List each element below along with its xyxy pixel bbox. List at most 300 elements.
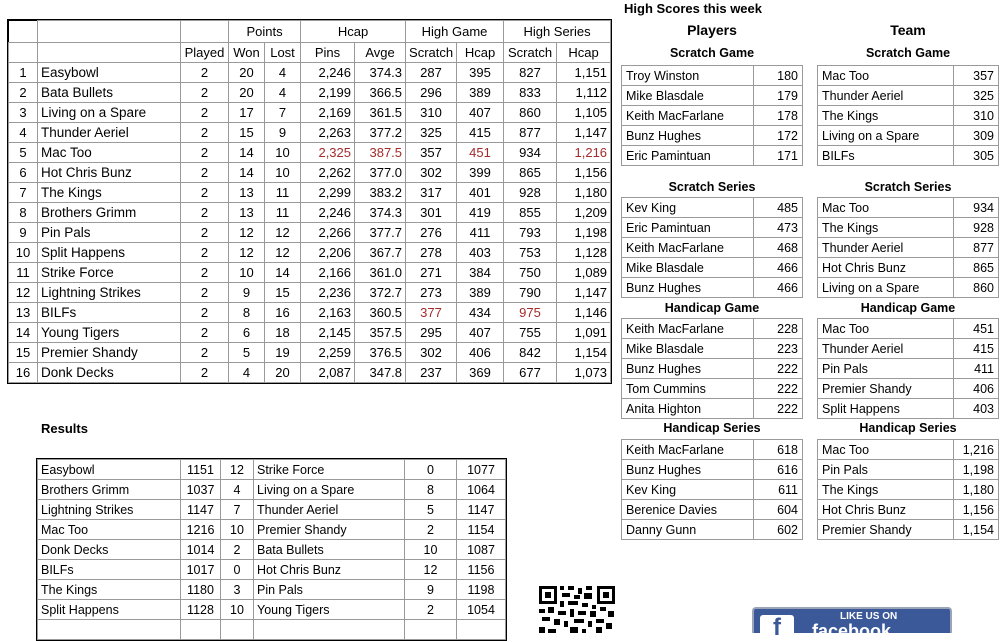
players-handicap-game-title: Handicap Game bbox=[664, 301, 760, 315]
col-hs-scratch: Scratch bbox=[504, 43, 557, 63]
table-row bbox=[9, 123, 611, 143]
table-row bbox=[622, 399, 803, 419]
points-a bbox=[221, 620, 254, 640]
score-b bbox=[457, 620, 506, 640]
points-a: 3 bbox=[221, 580, 254, 600]
row-avge: 361.5 bbox=[355, 103, 406, 123]
row-hg-hcap: 403 bbox=[457, 243, 504, 263]
team-score: 1,198 bbox=[954, 460, 999, 480]
player-name: Tom Cummins bbox=[622, 379, 754, 399]
row-hg-scratch: 287 bbox=[406, 63, 457, 83]
table-row bbox=[622, 440, 803, 460]
team-score: 309 bbox=[954, 126, 999, 146]
row-hs-hcap: 1,128 bbox=[557, 243, 611, 263]
table-row bbox=[9, 183, 611, 203]
players-handicap-game-table bbox=[621, 318, 803, 419]
points-b: 12 bbox=[405, 560, 457, 580]
row-hg-scratch: 310 bbox=[406, 103, 457, 123]
row-hs-scratch: 860 bbox=[504, 103, 557, 123]
row-lost: 12 bbox=[265, 243, 301, 263]
row-pos: 10 bbox=[9, 243, 38, 263]
table-row bbox=[9, 83, 611, 103]
row-hs-scratch: 842 bbox=[504, 343, 557, 363]
player-name: Keith MacFarlane bbox=[622, 319, 754, 339]
row-pos: 13 bbox=[9, 303, 38, 323]
row-played: 2 bbox=[181, 123, 229, 143]
player-score: 618 bbox=[754, 440, 803, 460]
row-avge: 377.7 bbox=[355, 223, 406, 243]
row-hs-scratch: 755 bbox=[504, 323, 557, 343]
row-hg-hcap: 389 bbox=[457, 83, 504, 103]
row-pins: 2,299 bbox=[301, 183, 355, 203]
team-handicap-game-title: Handicap Game bbox=[860, 301, 956, 315]
table-row bbox=[818, 238, 999, 258]
team-score: 357 bbox=[954, 66, 999, 86]
player-name: Berenice Davies bbox=[622, 500, 754, 520]
team-a: Easybowl bbox=[38, 460, 181, 480]
table-row bbox=[818, 258, 999, 278]
score-a: 1151 bbox=[181, 460, 221, 480]
row-played: 2 bbox=[181, 83, 229, 103]
team-name: Mac Too bbox=[818, 319, 954, 339]
row-hs-scratch: 975 bbox=[504, 303, 557, 323]
team-score: 406 bbox=[954, 379, 999, 399]
player-name: Mike Blasdale bbox=[622, 339, 754, 359]
row-won: 17 bbox=[229, 103, 265, 123]
team-name: Mac Too bbox=[818, 440, 954, 460]
row-hg-scratch: 302 bbox=[406, 163, 457, 183]
team-name: Pin Pals bbox=[818, 460, 954, 480]
table-row bbox=[818, 500, 999, 520]
table-row bbox=[9, 363, 611, 383]
table-row bbox=[9, 203, 611, 223]
player-score: 180 bbox=[754, 66, 803, 86]
results-title: Results bbox=[41, 421, 88, 436]
players-scratch-series-table bbox=[621, 197, 803, 298]
col-avge: Avge bbox=[355, 43, 406, 63]
score-a: 1128 bbox=[181, 600, 221, 620]
row-hg-scratch: 295 bbox=[406, 323, 457, 343]
table-row bbox=[622, 126, 803, 146]
team-a: Donk Decks bbox=[38, 540, 181, 560]
team-scratch-series-table bbox=[817, 197, 999, 298]
player-name: Bunz Hughes bbox=[622, 359, 754, 379]
team-score: 403 bbox=[954, 399, 999, 419]
standings-group-header bbox=[9, 21, 611, 43]
team-b: Living on a Spare bbox=[254, 480, 405, 500]
row-lost: 10 bbox=[265, 163, 301, 183]
row-hg-hcap: 369 bbox=[457, 363, 504, 383]
row-pos: 1 bbox=[9, 63, 38, 83]
table-row bbox=[622, 460, 803, 480]
team-name: Living on a Spare bbox=[818, 126, 954, 146]
table-row bbox=[818, 278, 999, 298]
row-lost: 10 bbox=[265, 143, 301, 163]
score-b: 1156 bbox=[457, 560, 506, 580]
row-pins: 2,087 bbox=[301, 363, 355, 383]
team-handicap-series-title: Handicap Series bbox=[859, 421, 957, 435]
row-pos: 14 bbox=[9, 323, 38, 343]
row-avge: 372.7 bbox=[355, 283, 406, 303]
players-scratch-series-title: Scratch Series bbox=[668, 180, 756, 194]
table-row bbox=[818, 319, 999, 339]
table-row bbox=[818, 106, 999, 126]
row-pins: 2,262 bbox=[301, 163, 355, 183]
team-b: Hot Chris Bunz bbox=[254, 560, 405, 580]
row-won: 20 bbox=[229, 63, 265, 83]
row-hs-scratch: 934 bbox=[504, 143, 557, 163]
team-score: 451 bbox=[954, 319, 999, 339]
row-played: 2 bbox=[181, 283, 229, 303]
row-team: Mac Too bbox=[38, 143, 181, 163]
table-row bbox=[9, 103, 611, 123]
player-score: 466 bbox=[754, 258, 803, 278]
row-team: Living on a Spare bbox=[38, 103, 181, 123]
team-name: Mac Too bbox=[818, 198, 954, 218]
row-won: 8 bbox=[229, 303, 265, 323]
table-row bbox=[818, 126, 999, 146]
table-row bbox=[818, 218, 999, 238]
team-score: 877 bbox=[954, 238, 999, 258]
player-name: Kev King bbox=[622, 480, 754, 500]
row-hs-scratch: 877 bbox=[504, 123, 557, 143]
row-won: 13 bbox=[229, 183, 265, 203]
row-pins: 2,166 bbox=[301, 263, 355, 283]
points-b: 5 bbox=[405, 500, 457, 520]
players-scratch-game-title: Scratch Game bbox=[669, 46, 755, 60]
score-b: 1147 bbox=[457, 500, 506, 520]
row-hg-scratch: 278 bbox=[406, 243, 457, 263]
row-avge: 376.5 bbox=[355, 343, 406, 363]
row-avge: 347.8 bbox=[355, 363, 406, 383]
row-team: Easybowl bbox=[38, 63, 181, 83]
score-a: 1180 bbox=[181, 580, 221, 600]
team-a bbox=[38, 620, 181, 640]
row-pins: 2,236 bbox=[301, 283, 355, 303]
row-played: 2 bbox=[181, 163, 229, 183]
score-b: 1087 bbox=[457, 540, 506, 560]
table-row bbox=[818, 198, 999, 218]
row-lost: 4 bbox=[265, 63, 301, 83]
team-score: 928 bbox=[954, 218, 999, 238]
row-won: 10 bbox=[229, 263, 265, 283]
team-a: BILFs bbox=[38, 560, 181, 580]
table-row bbox=[9, 323, 611, 343]
player-name: Keith MacFarlane bbox=[622, 238, 754, 258]
team-score: 1,156 bbox=[954, 500, 999, 520]
row-team: Strike Force bbox=[38, 263, 181, 283]
row-hs-hcap: 1,073 bbox=[557, 363, 611, 383]
row-won: 20 bbox=[229, 83, 265, 103]
team-score: 411 bbox=[954, 359, 999, 379]
table-row bbox=[9, 143, 611, 163]
player-name: Bunz Hughes bbox=[622, 278, 754, 298]
row-hs-hcap: 1,147 bbox=[557, 123, 611, 143]
player-name: Eric Pamintuan bbox=[622, 218, 754, 238]
row-pos: 8 bbox=[9, 203, 38, 223]
table-row bbox=[622, 319, 803, 339]
team-score: 305 bbox=[954, 146, 999, 166]
row-hs-scratch: 928 bbox=[504, 183, 557, 203]
row-played: 2 bbox=[181, 323, 229, 343]
col-hg-scratch: Scratch bbox=[406, 43, 457, 63]
row-won: 13 bbox=[229, 203, 265, 223]
points-b: 9 bbox=[405, 580, 457, 600]
points-a: 7 bbox=[221, 500, 254, 520]
row-hg-hcap: 401 bbox=[457, 183, 504, 203]
row-pins: 2,199 bbox=[301, 83, 355, 103]
facebook-logo-icon: f bbox=[760, 615, 794, 637]
row-hs-hcap: 1,151 bbox=[557, 63, 611, 83]
row-hg-scratch: 317 bbox=[406, 183, 457, 203]
group-high-series: High Series bbox=[504, 21, 611, 43]
row-hg-hcap: 389 bbox=[457, 283, 504, 303]
row-pins: 2,169 bbox=[301, 103, 355, 123]
points-b: 0 bbox=[405, 460, 457, 480]
player-name: Eric Pamintuan bbox=[622, 146, 754, 166]
row-played: 2 bbox=[181, 243, 229, 263]
row-hg-hcap: 434 bbox=[457, 303, 504, 323]
player-score: 473 bbox=[754, 218, 803, 238]
score-a: 1014 bbox=[181, 540, 221, 560]
result-row bbox=[38, 520, 506, 540]
player-name: Bunz Hughes bbox=[622, 460, 754, 480]
score-b: 1198 bbox=[457, 580, 506, 600]
row-hs-scratch: 865 bbox=[504, 163, 557, 183]
row-pos: 15 bbox=[9, 343, 38, 363]
row-hg-scratch: 325 bbox=[406, 123, 457, 143]
row-hg-hcap: 451 bbox=[457, 143, 504, 163]
table-row bbox=[622, 480, 803, 500]
points-a: 12 bbox=[221, 460, 254, 480]
row-hg-scratch: 276 bbox=[406, 223, 457, 243]
table-row bbox=[622, 238, 803, 258]
row-hs-scratch: 855 bbox=[504, 203, 557, 223]
table-row bbox=[622, 258, 803, 278]
player-score: 171 bbox=[754, 146, 803, 166]
table-row bbox=[818, 86, 999, 106]
row-hs-hcap: 1,147 bbox=[557, 283, 611, 303]
row-lost: 15 bbox=[265, 283, 301, 303]
row-lost: 12 bbox=[265, 223, 301, 243]
player-name: Troy Winston bbox=[622, 66, 754, 86]
points-b: 8 bbox=[405, 480, 457, 500]
row-avge: 377.0 bbox=[355, 163, 406, 183]
points-b: 10 bbox=[405, 540, 457, 560]
team-score: 860 bbox=[954, 278, 999, 298]
players-heading: Players bbox=[687, 22, 737, 38]
player-score: 611 bbox=[754, 480, 803, 500]
row-team: Lightning Strikes bbox=[38, 283, 181, 303]
row-team: Premier Shandy bbox=[38, 343, 181, 363]
team-name: Hot Chris Bunz bbox=[818, 258, 954, 278]
result-row bbox=[38, 580, 506, 600]
results-table bbox=[37, 459, 506, 640]
row-avge: 374.3 bbox=[355, 63, 406, 83]
team-name: BILFs bbox=[818, 146, 954, 166]
table-row bbox=[622, 359, 803, 379]
qr-code-icon[interactable] bbox=[538, 585, 616, 633]
team-name: Thunder Aeriel bbox=[818, 238, 954, 258]
row-lost: 19 bbox=[265, 343, 301, 363]
team-score: 325 bbox=[954, 86, 999, 106]
team-b: Strike Force bbox=[254, 460, 405, 480]
player-score: 172 bbox=[754, 126, 803, 146]
row-played: 2 bbox=[181, 203, 229, 223]
row-pos: 12 bbox=[9, 283, 38, 303]
row-hg-scratch: 237 bbox=[406, 363, 457, 383]
facebook-like-text: LIKE US ON bbox=[840, 611, 898, 622]
row-played: 2 bbox=[181, 103, 229, 123]
table-row bbox=[9, 263, 611, 283]
row-hs-hcap: 1,198 bbox=[557, 223, 611, 243]
row-hg-hcap: 395 bbox=[457, 63, 504, 83]
result-row bbox=[38, 620, 506, 640]
player-score: 466 bbox=[754, 278, 803, 298]
team-score: 1,180 bbox=[954, 480, 999, 500]
player-name: Mike Blasdale bbox=[622, 258, 754, 278]
player-score: 178 bbox=[754, 106, 803, 126]
row-played: 2 bbox=[181, 303, 229, 323]
row-pos: 2 bbox=[9, 83, 38, 103]
row-played: 2 bbox=[181, 63, 229, 83]
row-lost: 20 bbox=[265, 363, 301, 383]
row-pos: 7 bbox=[9, 183, 38, 203]
row-team: Bata Bullets bbox=[38, 83, 181, 103]
facebook-like-button[interactable] bbox=[752, 607, 952, 641]
standings-table bbox=[8, 20, 611, 383]
table-row bbox=[622, 86, 803, 106]
team-score: 934 bbox=[954, 198, 999, 218]
row-team: Donk Decks bbox=[38, 363, 181, 383]
team-handicap-game-table bbox=[817, 318, 999, 419]
row-hg-scratch: 357 bbox=[406, 143, 457, 163]
player-name: Kev King bbox=[622, 198, 754, 218]
row-avge: 383.2 bbox=[355, 183, 406, 203]
table-row bbox=[622, 146, 803, 166]
row-team: The Kings bbox=[38, 183, 181, 203]
row-hs-hcap: 1,089 bbox=[557, 263, 611, 283]
player-name: Bunz Hughes bbox=[622, 126, 754, 146]
row-hg-scratch: 296 bbox=[406, 83, 457, 103]
team-score: 865 bbox=[954, 258, 999, 278]
table-row bbox=[622, 500, 803, 520]
table-row bbox=[9, 343, 611, 363]
row-pins: 2,263 bbox=[301, 123, 355, 143]
row-pos: 5 bbox=[9, 143, 38, 163]
player-score: 616 bbox=[754, 460, 803, 480]
row-played: 2 bbox=[181, 183, 229, 203]
row-pins: 2,246 bbox=[301, 63, 355, 83]
player-score: 222 bbox=[754, 359, 803, 379]
score-a: 1017 bbox=[181, 560, 221, 580]
table-row bbox=[622, 218, 803, 238]
player-score: 604 bbox=[754, 500, 803, 520]
row-avge: 377.2 bbox=[355, 123, 406, 143]
row-pins: 2,145 bbox=[301, 323, 355, 343]
team-handicap-series-table bbox=[817, 439, 999, 540]
player-name: Danny Gunn bbox=[622, 520, 754, 540]
row-hs-scratch: 790 bbox=[504, 283, 557, 303]
table-row bbox=[9, 163, 611, 183]
table-row bbox=[622, 106, 803, 126]
player-score: 228 bbox=[754, 319, 803, 339]
team-b: Bata Bullets bbox=[254, 540, 405, 560]
row-hs-hcap: 1,180 bbox=[557, 183, 611, 203]
row-pos: 3 bbox=[9, 103, 38, 123]
row-hs-hcap: 1,146 bbox=[557, 303, 611, 323]
team-name: Thunder Aeriel bbox=[818, 86, 954, 106]
result-row bbox=[38, 600, 506, 620]
row-pos: 9 bbox=[9, 223, 38, 243]
row-team: Young Tigers bbox=[38, 323, 181, 343]
team-name: Pin Pals bbox=[818, 359, 954, 379]
player-name: Keith MacFarlane bbox=[622, 440, 754, 460]
result-row bbox=[38, 500, 506, 520]
row-hs-scratch: 827 bbox=[504, 63, 557, 83]
row-pins: 2,259 bbox=[301, 343, 355, 363]
row-hs-scratch: 753 bbox=[504, 243, 557, 263]
score-a: 1147 bbox=[181, 500, 221, 520]
row-team: Pin Pals bbox=[38, 223, 181, 243]
table-row bbox=[818, 66, 999, 86]
team-name: The Kings bbox=[818, 480, 954, 500]
row-hg-hcap: 411 bbox=[457, 223, 504, 243]
points-a: 0 bbox=[221, 560, 254, 580]
player-score: 468 bbox=[754, 238, 803, 258]
team-score: 1,154 bbox=[954, 520, 999, 540]
table-row bbox=[818, 480, 999, 500]
col-won: Won bbox=[229, 43, 265, 63]
team-a: Lightning Strikes bbox=[38, 500, 181, 520]
row-hg-scratch: 271 bbox=[406, 263, 457, 283]
row-avge: 360.5 bbox=[355, 303, 406, 323]
table-row bbox=[818, 440, 999, 460]
table-row bbox=[9, 283, 611, 303]
table-row bbox=[818, 359, 999, 379]
team-b: Premier Shandy bbox=[254, 520, 405, 540]
table-row bbox=[622, 379, 803, 399]
player-score: 222 bbox=[754, 379, 803, 399]
row-hs-hcap: 1,216 bbox=[557, 143, 611, 163]
table-row bbox=[9, 243, 611, 263]
points-a: 10 bbox=[221, 520, 254, 540]
row-hg-scratch: 273 bbox=[406, 283, 457, 303]
team-scratch-game-table bbox=[817, 65, 999, 166]
team-heading: Team bbox=[890, 22, 926, 38]
row-team: Thunder Aeriel bbox=[38, 123, 181, 143]
group-hcap: Hcap bbox=[301, 21, 406, 43]
row-hg-scratch: 302 bbox=[406, 343, 457, 363]
col-pins: Pins bbox=[301, 43, 355, 63]
row-won: 6 bbox=[229, 323, 265, 343]
result-row bbox=[38, 560, 506, 580]
row-avge: 374.3 bbox=[355, 203, 406, 223]
team-name: Thunder Aeriel bbox=[818, 339, 954, 359]
team-a: Mac Too bbox=[38, 520, 181, 540]
row-hg-hcap: 407 bbox=[457, 103, 504, 123]
players-handicap-series-title: Handicap Series bbox=[663, 421, 761, 435]
row-hs-hcap: 1,091 bbox=[557, 323, 611, 343]
row-lost: 7 bbox=[265, 103, 301, 123]
row-lost: 18 bbox=[265, 323, 301, 343]
player-score: 223 bbox=[754, 339, 803, 359]
row-hg-hcap: 406 bbox=[457, 343, 504, 363]
row-lost: 14 bbox=[265, 263, 301, 283]
points-b: 2 bbox=[405, 520, 457, 540]
team-score: 415 bbox=[954, 339, 999, 359]
row-team: Split Happens bbox=[38, 243, 181, 263]
